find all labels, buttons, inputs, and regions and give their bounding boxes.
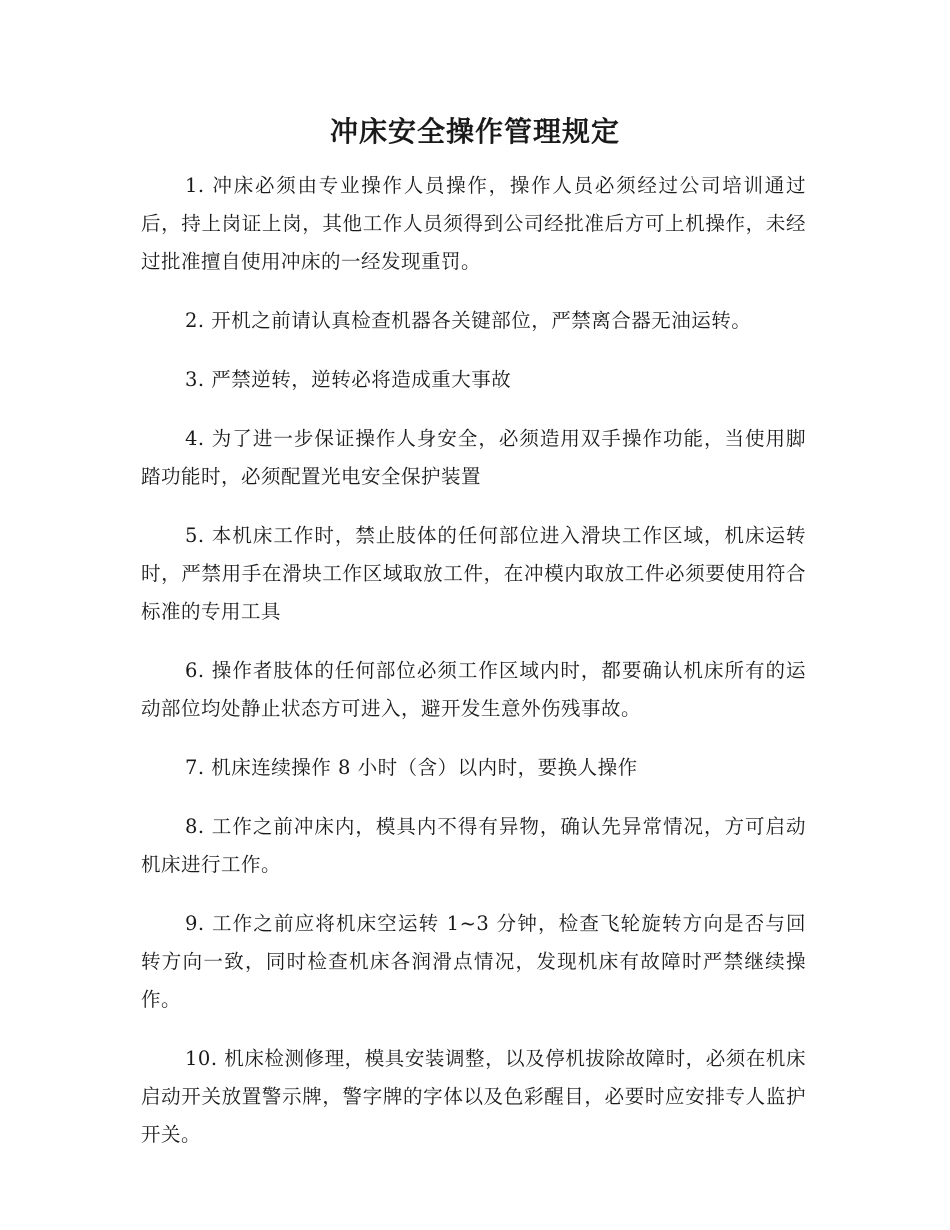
rule-paragraph-3: 3. 严禁逆转，逆转必将造成重大事故 — [185, 368, 512, 391]
rule-paragraph-10: 10. 机床检测修理，模具安装调整，以及停机拔除故障时，必须在机床启动开关放置警示牌，警字牌的字体以及色彩醒目，必要时应安排专人监护开关。 — [141, 1047, 806, 1146]
rule-paragraph-7: 7. 机床连续操作 8 小时（含）以内时，要换人操作 — [185, 756, 638, 779]
rule-paragraph-1: 1. 冲床必须由专业操作人员操作，操作人员必须经过公司培训通过后，持上岗证上岗，其他工作人员须得到公司经批准后方可上机操作，未经过批准擅自使用冲床的一经发现重罚。 — [141, 174, 806, 273]
rule-paragraph-4: 4. 为了进一步保证操作人身安全，必须造用双手操作功能，当使用脚踏功能时，必须配置光电安全保护装置 — [141, 427, 806, 488]
document-title: 冲床安全操作管理规定 — [329, 115, 620, 148]
rule-paragraph-9: 9. 工作之前应将机床空运转 1~3 分钟，检查飞轮旋转方向是否与回转方向一致，同时检查机床各润滑点情况，发现机床有故障时严禁继续操作。 — [141, 912, 806, 1011]
rule-paragraph-6: 6. 操作者肢体的任何部位必须工作区域内时，都要确认机床所有的运动部位均处静止状态方可进入，避开发生意外伤残事故。 — [141, 659, 806, 720]
document-body — [141, 167, 806, 1175]
rule-paragraph-5: 5. 本机床工作时，禁止肢体的任何部位进入滑块工作区域，机床运转时，严禁用手在滑块工作区域取放工件，在冲模内取放工件必须要使用符合标准的专用工具 — [141, 524, 806, 623]
rule-paragraph-8: 8. 工作之前冲床内，模具内不得有异物，确认先异常情况，方可启动机床进行工作。 — [141, 815, 806, 876]
rule-paragraph-2: 2. 开机之前请认真检查机器各关键部位，严禁离合器无油运转。 — [185, 309, 752, 332]
